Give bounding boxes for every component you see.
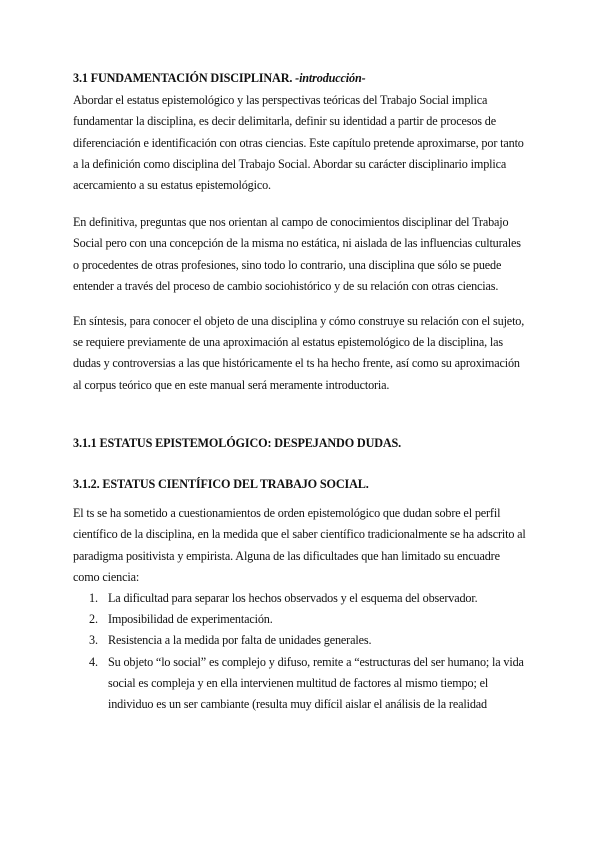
paragraph-1: Abordar el estatus epistemológico y las perspectivas teóricas del Trabajo Social implica fundamentar la disciplina, es decir delimitarla, definir su identidad a partir de procesos de diferenciación e identificación con otras ciencias. Este capítulo pretende aproximarse, por tanto a la definición como disciplina del Trabajo Social. Abordar su carácter disciplinario implica acercamiento a su estatus epistemológico.	[73, 93, 524, 193]
paragraph-2: En definitiva, preguntas que nos orientan al campo de conocimientos disciplinar del Trabajo Social pero con una concepción de la misma no estática, ni aislada de las influencias culturales o procedentes de otras profesiones, sino todo lo contrario, una disciplina que sólo se puede entender a través del proceso de cambio sociohistórico y de su relación con otras ciencias.	[73, 215, 521, 293]
subsection-heading-cientifico: 3.1.2. ESTATUS CIENTÍFICO DEL TRABAJO SOCIAL.	[73, 477, 369, 492]
subsection-heading-epistemologico: 3.1.1 ESTATUS EPISTEMOLÓGICO: DESPEJANDO DUDAS.	[73, 435, 402, 450]
paragraph-4: El ts se ha sometido a cuestionamientos de orden epistemológico que dudan sobre el perfil científico de la disciplina, en la medida que el saber científico tradicionalmente se ha adscrito al paradigma positivista y empirista. Alguna de las dificultades que han limitado su encuadre como ciencia:	[73, 506, 526, 584]
paragraph-3: En síntesis, para conocer el objeto de una disciplina y cómo construye su relación con el sujeto, se requiere previamente de una aproximación al estatus epistemológico de la disciplina, las dudas y controversias a las que históricamente el ts ha hecho frente, así como su aproximación al corpus teórico que en este manual será meramente introductoria.	[73, 314, 525, 392]
list-item-number: 2.	[89, 612, 98, 627]
difficulties-list	[73, 588, 529, 715]
list-item-text: Imposibilidad de experimentación.	[108, 612, 273, 627]
list-item-number: 4.	[89, 654, 98, 669]
section-intro: -introducción-	[295, 71, 366, 85]
list-item	[73, 652, 529, 716]
list-item-text: La dificultad para separar los hechos observados y el esquema del observador.	[108, 591, 478, 606]
section-heading	[73, 68, 529, 89]
list-item-text: Resistencia a la medida por falta de unidades generales.	[108, 633, 372, 648]
list-item	[73, 609, 529, 630]
list-item	[73, 588, 529, 609]
list-item-number: 3.	[89, 633, 98, 648]
list-item	[73, 630, 529, 651]
section-title: 3.1 FUNDAMENTACIÓN DISCIPLINAR.	[73, 71, 293, 85]
list-item-number: 1.	[89, 591, 98, 606]
list-item-text: Su objeto “lo social” es complejo y difuso, remite a “estructuras del ser humano; la vida social es compleja y en ella intervienen multitud de factores al mismo tiempo; el individuo es un ser cambiante (resulta muy difícil aislar el análisis de la realidad	[108, 654, 524, 712]
document-content	[73, 68, 529, 715]
